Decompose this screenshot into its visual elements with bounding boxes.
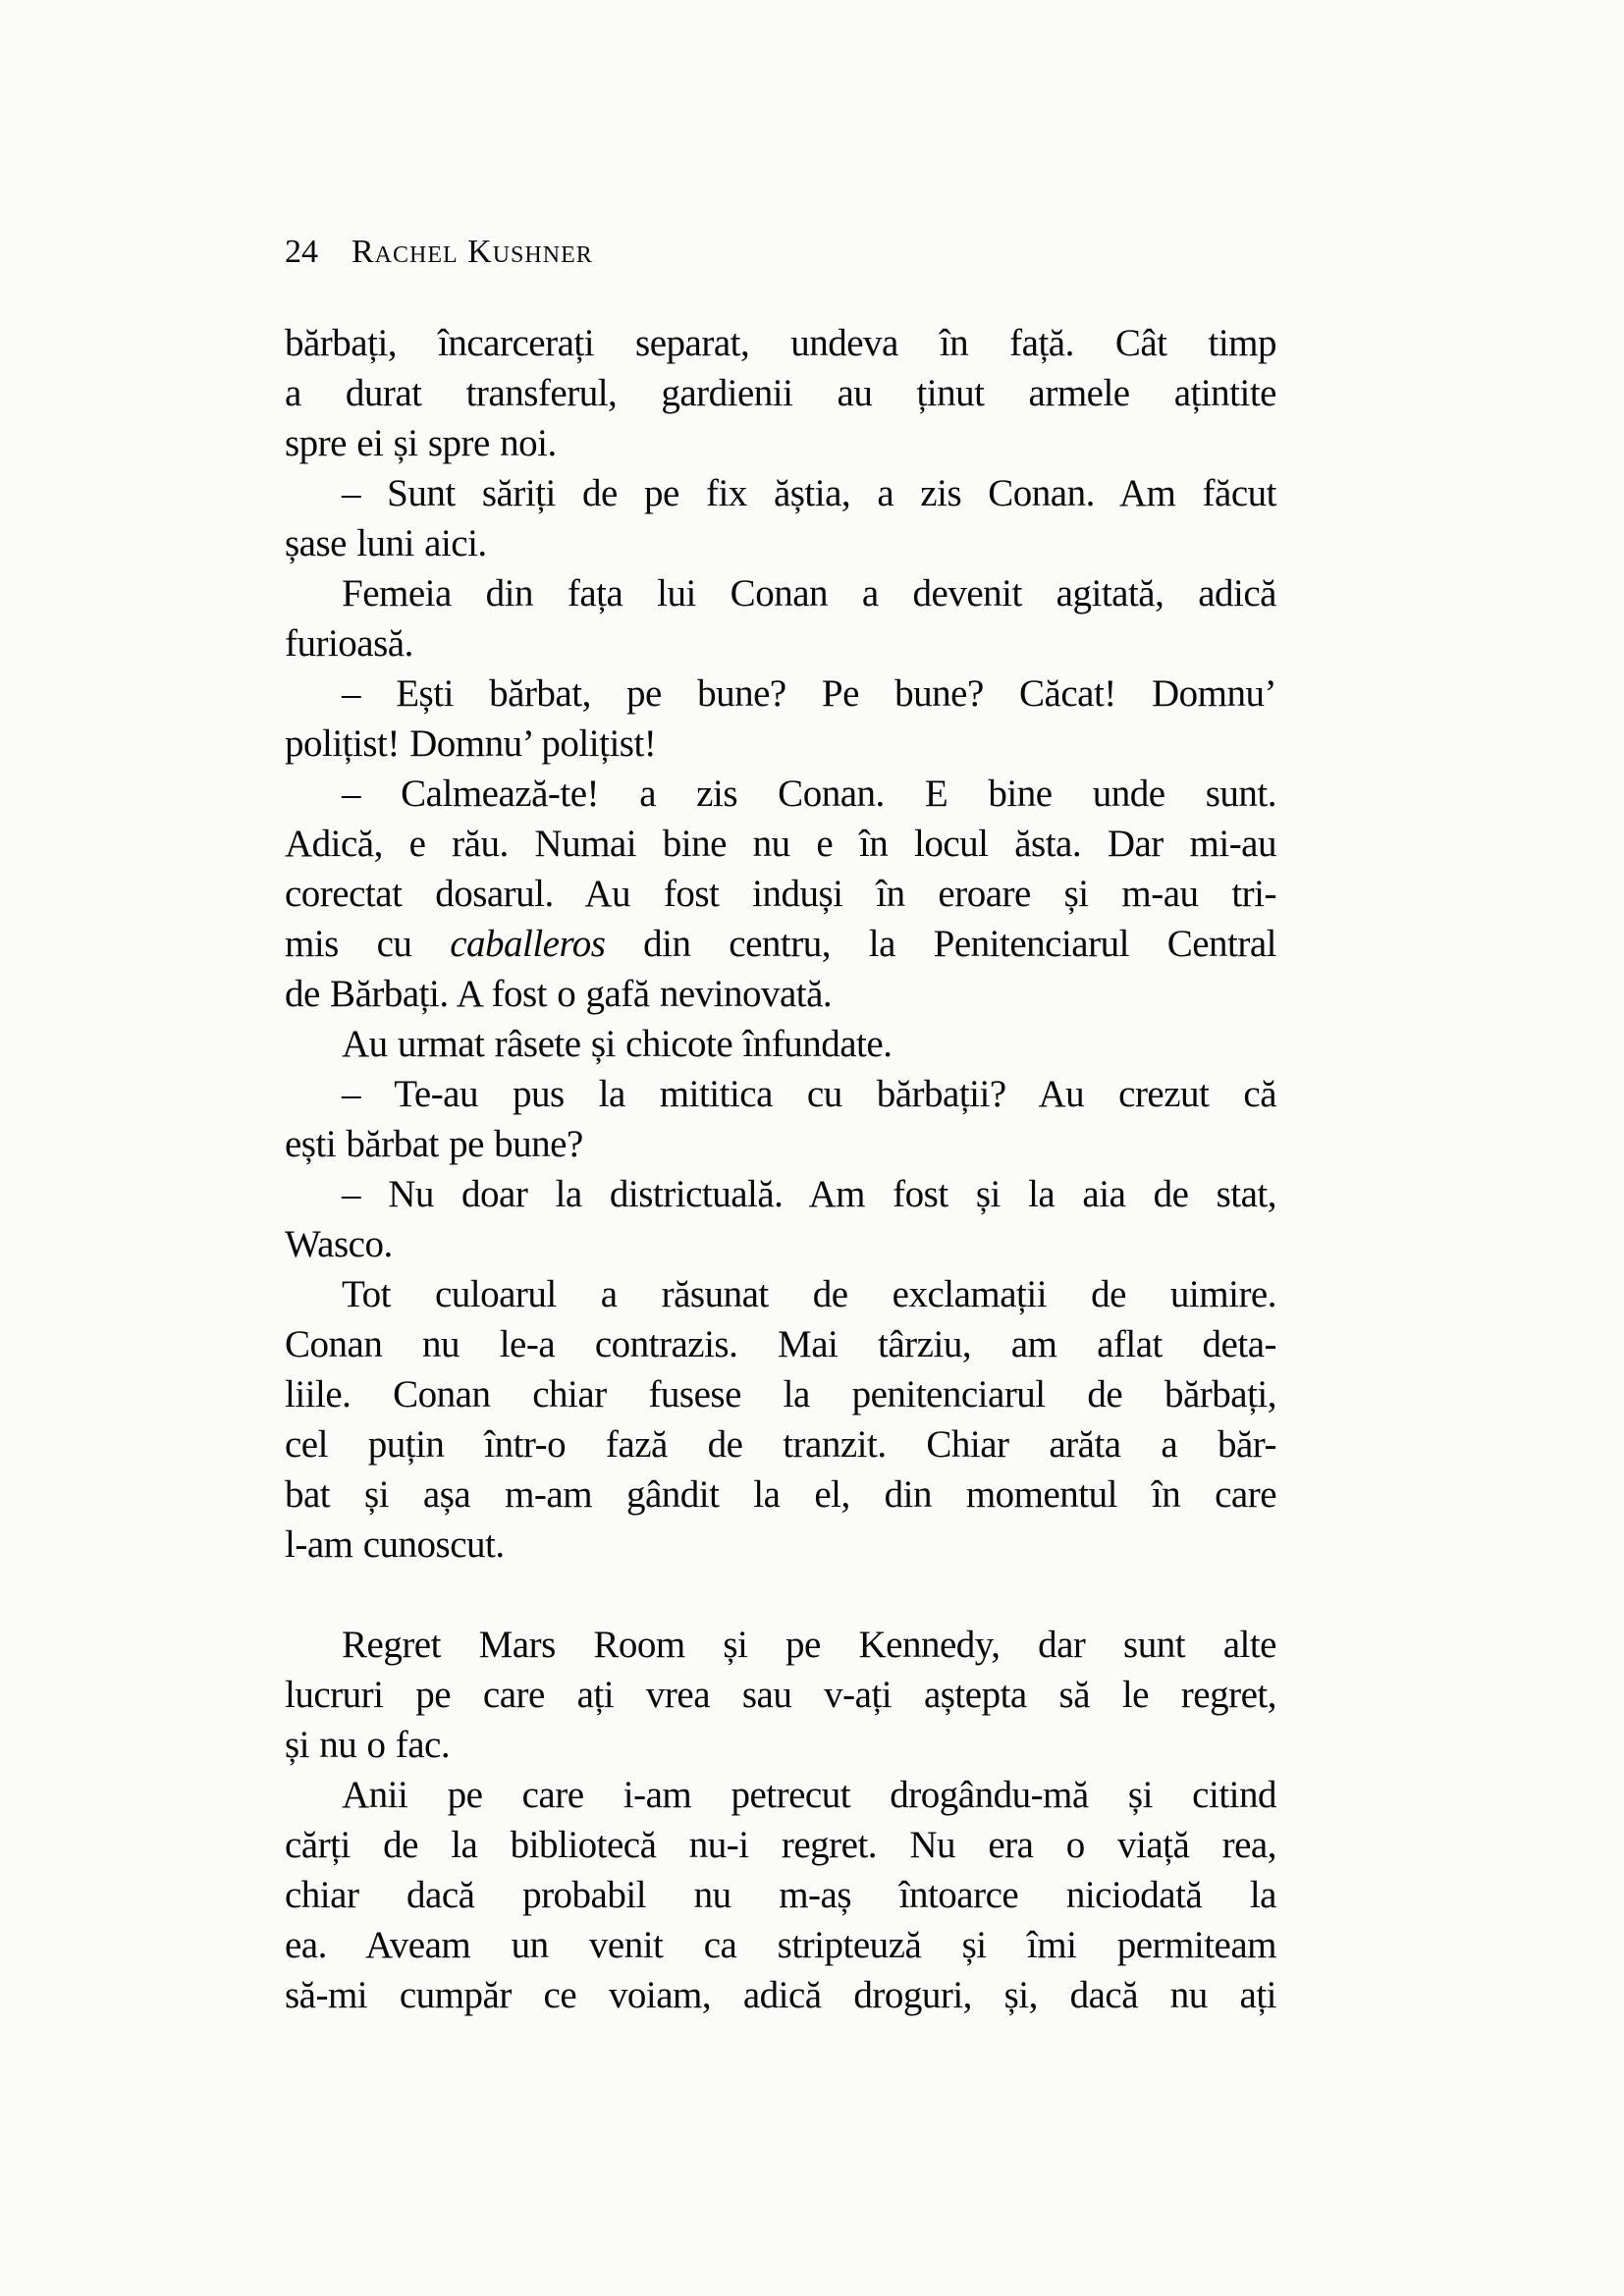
text-line: liile. Conan chiar fusese la penitenciarul de bărbați, <box>285 1373 1276 1415</box>
text-line: Adică, e rău. Numai bine nu e în locul ăsta. Dar mi-au <box>285 823 1276 865</box>
text-line: lucruri pe care ați vrea sau v-ați aștepta să le regret, <box>285 1674 1276 1716</box>
text-line: – Sunt săriți de pe fix ăștia, a zis Conan. Am făcut <box>342 472 1276 514</box>
text-line: Femeia din fața lui Conan a devenit agitată, adică <box>342 572 1276 614</box>
text-line: chiar dacă probabil nu m-aș întoarce niciodată la <box>285 1874 1276 1916</box>
text-line: cel puțin într-o fază de tranzit. Chiar arăta a băr- <box>285 1423 1276 1466</box>
text-line: bat și așa m-am gândit la el, din momentul în care <box>285 1473 1276 1516</box>
text-line: Regret Mars Room și pe Kennedy, dar sunt alte <box>342 1624 1276 1666</box>
text-line <box>285 919 1276 969</box>
text-line: – Ești bărbat, pe bune? Pe bune? Căcat! Domnu’ <box>342 672 1276 715</box>
blank-line <box>285 1570 1276 1620</box>
text-line: spre ei și spre noi. <box>285 422 557 464</box>
text-line: de Bărbați. A fost o gafă nevinovată. <box>285 973 833 1015</box>
text-line: furioasă. <box>285 622 413 665</box>
text-line: șase luni aici. <box>285 522 487 564</box>
text-line: bărbați, încarcerați separat, undeva în față. Cât timp <box>285 322 1276 364</box>
text-line: l-am cunoscut. <box>285 1523 505 1566</box>
text-line: – Calmează-te! a zis Conan. E bine unde sunt. <box>342 773 1276 815</box>
text-line: Tot culoarul a răsunat de exclamații de uimire. <box>342 1273 1276 1315</box>
text-line: Wasco. <box>285 1223 393 1265</box>
text-segment: din centru, la Penitenciarul Central <box>605 923 1276 965</box>
text-line: ea. Aveam un venit ca stripteuză și îmi permiteam <box>285 1924 1276 1966</box>
text-line: Anii pe care i-am petrecut drogându-mă și citind <box>342 1774 1276 1816</box>
page-number: 24 <box>285 234 318 270</box>
text-line: Au urmat râsete și chicote înfundate. <box>342 1023 893 1065</box>
text-line: cărți de la bibliotecă nu-i regret. Nu era o viață rea, <box>285 1824 1276 1866</box>
header-author: Rachel Kushner <box>352 234 593 270</box>
text-block <box>285 318 1276 2020</box>
text-line: corectat dosarul. Au fost induși în eroare și m-au tri- <box>285 873 1276 915</box>
text-line: a durat transferul, gardienii au ținut armele ațintite <box>285 372 1276 414</box>
italic-text: caballeros <box>450 923 606 965</box>
text-line: să-mi cumpăr ce voiam, adică droguri, și, dacă nu ați <box>285 1974 1276 2016</box>
text-line: – Nu doar la districtuală. Am fost și la aia de stat, <box>342 1173 1276 1215</box>
text-line: și nu o fac. <box>285 1724 451 1766</box>
running-header <box>285 234 593 271</box>
text-line: – Te-au pus la mititica cu bărbații? Au crezut că <box>342 1073 1276 1115</box>
text-line: Conan nu le-a contrazis. Mai târziu, am aflat deta- <box>285 1323 1276 1365</box>
text-segment: mis cu <box>285 923 451 965</box>
text-line: ești bărbat pe bune? <box>285 1123 583 1165</box>
text-line: polițist! Domnu’ polițist! <box>285 722 657 765</box>
